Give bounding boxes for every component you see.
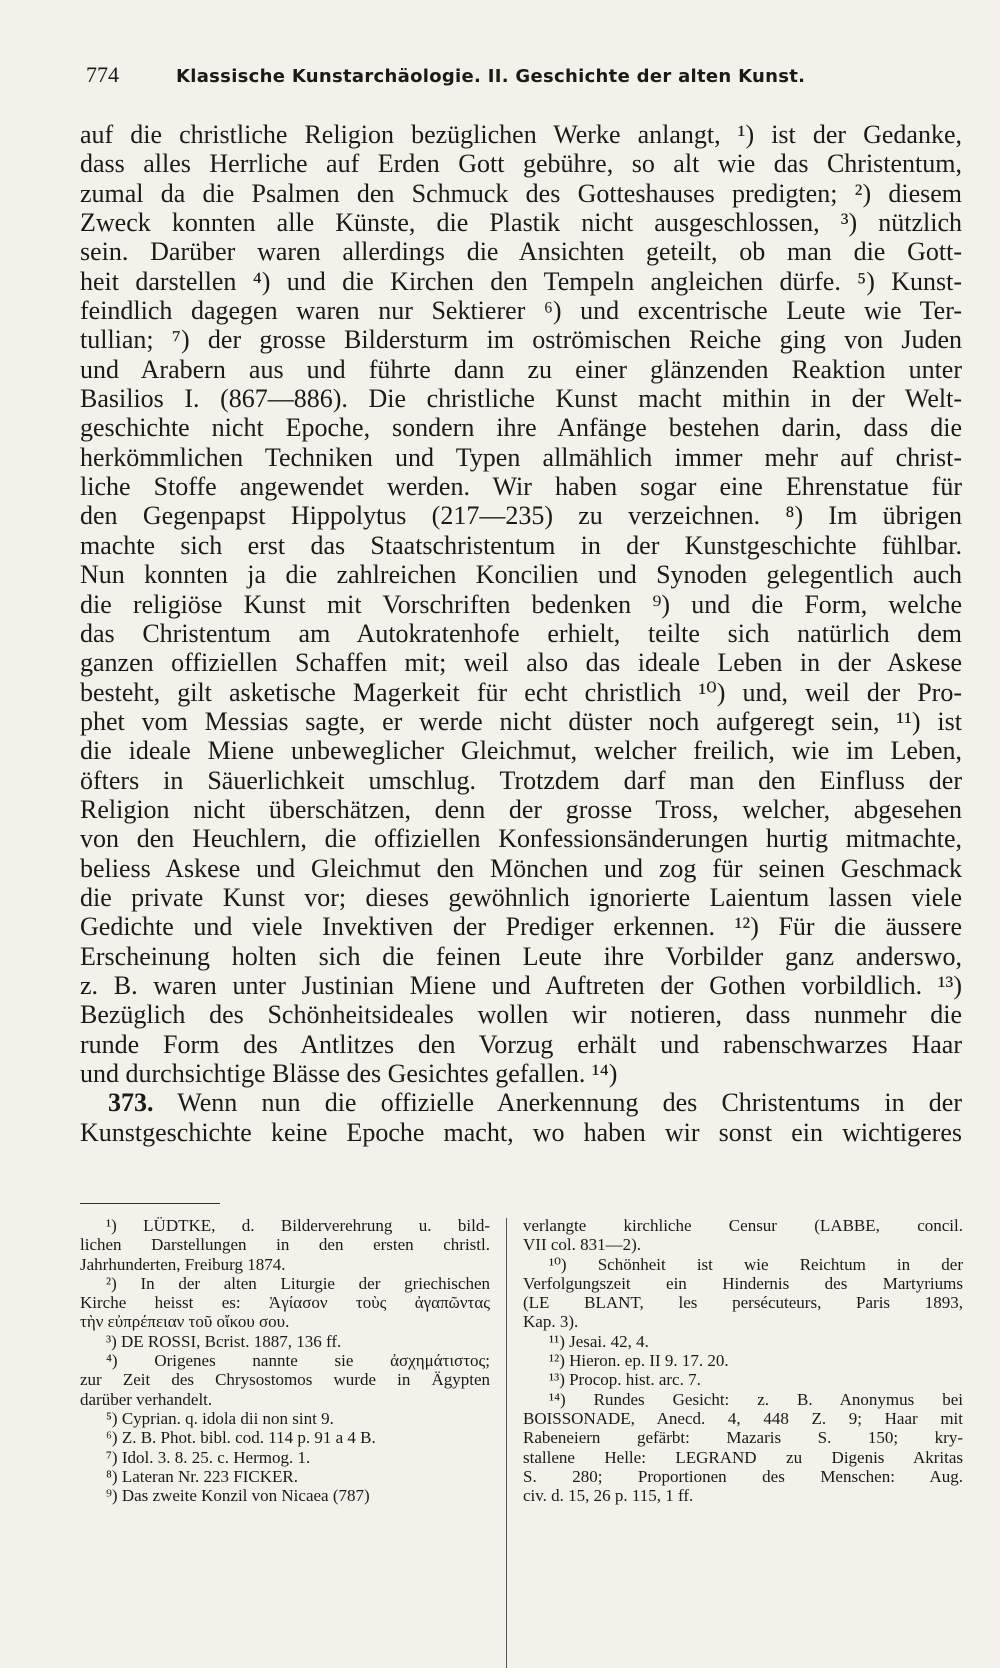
page-header: [86, 62, 866, 88]
body-line: das Christentum am Autokratenhofe erhielt, teilte sich natürlich dem: [80, 618, 962, 648]
body-line: Religion nicht überschätzen, denn der grosse Tross, welcher, abgesehen: [80, 794, 962, 824]
body-line: die ideale Miene unbeweglicher Gleichmut, welcher freilich, wie im Leben,: [80, 736, 962, 766]
footnote-line: Kirche heisst es: Ἁγίασον τοὺς ἀγαπῶντας: [80, 1293, 490, 1313]
footnote-line: Verfolgungszeit ein Hindernis des Martyriums: [523, 1273, 963, 1293]
footnote-line: BOISSONADE, Anecd. 4, 448 Z. 9; Haar mit: [523, 1408, 963, 1428]
body-line: die private Kunst vor; dieses gewöhnlich ignorierte Laientum lassen viele: [80, 882, 962, 912]
body-line: dass alles Herrliche auf Erden Gott gebühre, so alt wie das Christentum,: [80, 149, 962, 179]
body-line: liche Stoffe angewendet werden. Wir haben sogar eine Ehrenstatue für: [80, 472, 962, 502]
footnote-line: ²) In der alten Liturgie der griechischen: [106, 1273, 490, 1293]
footnote-line: (LE BLANT, les persécuteurs, Paris 1893,: [523, 1293, 963, 1313]
running-head: Klassische Kunstarchäologie. II. Geschichte der alten Kunst.: [176, 66, 806, 87]
body-line: runde Form des Antlitzes den Vorzug erhält und rabenschwarzes Haar: [80, 1029, 962, 1059]
footnote-line: ¹²) Hieron. ep. II 9. 17. 20.: [549, 1351, 729, 1371]
footnote-line: VII col. 831—2).: [523, 1235, 642, 1255]
footnote-line: Rabeneiern gefärbt: Mazaris S. 150; kry-: [523, 1428, 963, 1448]
section-text: Wenn nun die offizielle Anerkennung des Christentums in der: [177, 1088, 962, 1118]
footnote-line: τὴν εὐπρέπειαν τοῦ οἴκου σου.: [80, 1312, 290, 1332]
body-line: tullian; ⁷) der grosse Bildersturm im oströmischen Reiche ging von Juden: [80, 325, 962, 355]
footnotes-left-column: [80, 1216, 490, 1505]
footnote-line: ⁶) Z. B. Phot. bibl. cod. 114 p. 91 a 4 B.: [106, 1428, 376, 1448]
body-line: ganzen offiziellen Schaffen mit; weil also das ideale Leben in der Askese: [80, 648, 962, 678]
footnote-line: ⁹) Das zweite Konzil von Nicaea (787): [106, 1486, 370, 1506]
section-number: 373.: [108, 1088, 154, 1118]
main-text: [80, 120, 962, 1147]
body-line: besteht, gilt asketische Magerkeit für echt christlich ¹⁰) und, weil der Pro-: [80, 677, 962, 707]
footnote-line: lichen Darstellungen in den ersten christl.: [80, 1235, 490, 1255]
footnote-column-divider: [506, 1218, 507, 1668]
body-line: sein. Darüber waren allerdings die Ansichten geteilt, ob man die Gott-: [80, 237, 962, 267]
footnote-line: ¹³) Procop. hist. arc. 7.: [549, 1370, 701, 1390]
footnote-line: ⁵) Cyprian. q. idola dii non sint 9.: [106, 1408, 334, 1428]
footnote-line: ¹¹) Jesai. 42, 4.: [549, 1331, 649, 1351]
body-line: Erscheinung holten sich die feinen Leute ihre Vorbilder ganz anderswo,: [80, 941, 962, 971]
body-line: geschichte nicht Epoche, sondern ihre Anfänge bestehen darin, dass die: [80, 413, 962, 443]
footnote-line: S. 280; Proportionen des Menschen: Aug.: [523, 1466, 963, 1486]
footnote-line: darüber verhandelt.: [80, 1389, 213, 1409]
body-line: von den Heuchlern, die offiziellen Konfessionsänderungen hurtig mitmachte,: [80, 824, 962, 854]
body-line: beliess Askese und Gleichmut den Mönchen und zog für seinen Geschmack: [80, 853, 962, 883]
body-line: zumal da die Psalmen den Schmuck des Gotteshauses predigten; ²) diesem: [80, 178, 962, 208]
body-line: öfters in Säuerlichkeit umschlug. Trotzdem darf man den Einfluss der: [80, 765, 962, 795]
footnotes-right-column: [523, 1216, 963, 1505]
footnote-line: ⁴) Origenes nannte sie ἀσχημάτιστος;: [106, 1351, 490, 1371]
footnote-rule: [80, 1203, 220, 1204]
body-line: und Arabern aus und führte dann zu einer glänzenden Reaktion unter: [80, 354, 962, 384]
body-line: Zweck konnten alle Künste, die Plastik nicht ausgeschlossen, ³) nützlich: [80, 208, 962, 238]
footnote-line: Jahrhunderten, Freiburg 1874.: [80, 1254, 286, 1274]
footnote-line: ³) DE ROSSI, Bcrist. 1887, 136 ff.: [106, 1331, 342, 1351]
body-line: Nun konnten ja die zahlreichen Koncilien und Synoden gelegentlich auch: [80, 560, 962, 590]
footnote-line: ¹⁰) Schönheit ist wie Reichtum in der: [549, 1254, 963, 1274]
page-number: 774: [86, 62, 119, 87]
body-line: phet vom Messias sagte, er werde nicht düster noch aufgeregt sein, ¹¹) ist: [80, 706, 962, 736]
section-first-line: [80, 1088, 962, 1117]
body-line: Bezüglich des Schönheitsideales wollen wir notieren, dass nunmehr die: [80, 1000, 962, 1030]
body-line: den Gegenpapst Hippolytus (217—235) zu verzeichnen. ⁸) Im übrigen: [80, 501, 962, 531]
body-line: feindlich dagegen waren nur Sektierer ⁶) und excentrische Leute wie Ter-: [80, 296, 962, 326]
footnote-line: ¹⁴) Rundes Gesicht: z. B. Anonymus bei: [549, 1389, 963, 1409]
footnote-line: verlangte kirchliche Censur (LABBE, concil.: [523, 1216, 963, 1235]
body-line: und durchsichtige Blässe des Gesichtes gefallen. ¹⁴): [80, 1059, 618, 1088]
footnote-line: ⁷) Idol. 3. 8. 25. c. Hermog. 1.: [106, 1447, 311, 1467]
body-line: Gedichte und viele Invektiven der Prediger erkennen. ¹²) Für die äussere: [80, 912, 962, 942]
section-line: Kunstgeschichte keine Epoche macht, wo haben wir sonst ein wichtigeres: [80, 1117, 962, 1147]
footnote-line: civ. d. 15, 26 p. 115, 1 ff.: [523, 1486, 694, 1506]
footnote-line: zur Zeit des Chrysostomos wurde in Ägypten: [80, 1370, 490, 1390]
footnote-line: ¹) LÜDTKE, d. Bilderverehrung u. bild-: [106, 1216, 490, 1235]
footnote-line: Kap. 3).: [523, 1312, 579, 1332]
body-line: Basilios I. (867—886). Die christliche Kunst macht mithin in der Welt-: [80, 384, 962, 414]
body-line: auf die christliche Religion bezüglichen Werke anlangt, ¹) ist der Gedanke,: [80, 120, 962, 149]
body-line: machte sich erst das Staatschristentum in der Kunstgeschichte fühlbar.: [80, 530, 962, 560]
footnote-line: ⁸) Lateran Nr. 223 FICKER.: [106, 1466, 298, 1486]
footnote-line: stallene Helle: LEGRAND zu Digenis Akritas: [523, 1447, 963, 1467]
body-line: z. B. waren unter Justinian Miene und Auftreten der Gothen vorbildlich. ¹³): [80, 970, 962, 1000]
body-line: die religiöse Kunst mit Vorschriften bedenken ⁹) und die Form, welche: [80, 589, 962, 619]
body-line: herkömmlichen Techniken und Typen allmählich immer mehr auf christ-: [80, 442, 962, 472]
body-line: heit darstellen ⁴) und die Kirchen den Tempeln angleichen dürfe. ⁵) Kunst-: [80, 266, 962, 296]
